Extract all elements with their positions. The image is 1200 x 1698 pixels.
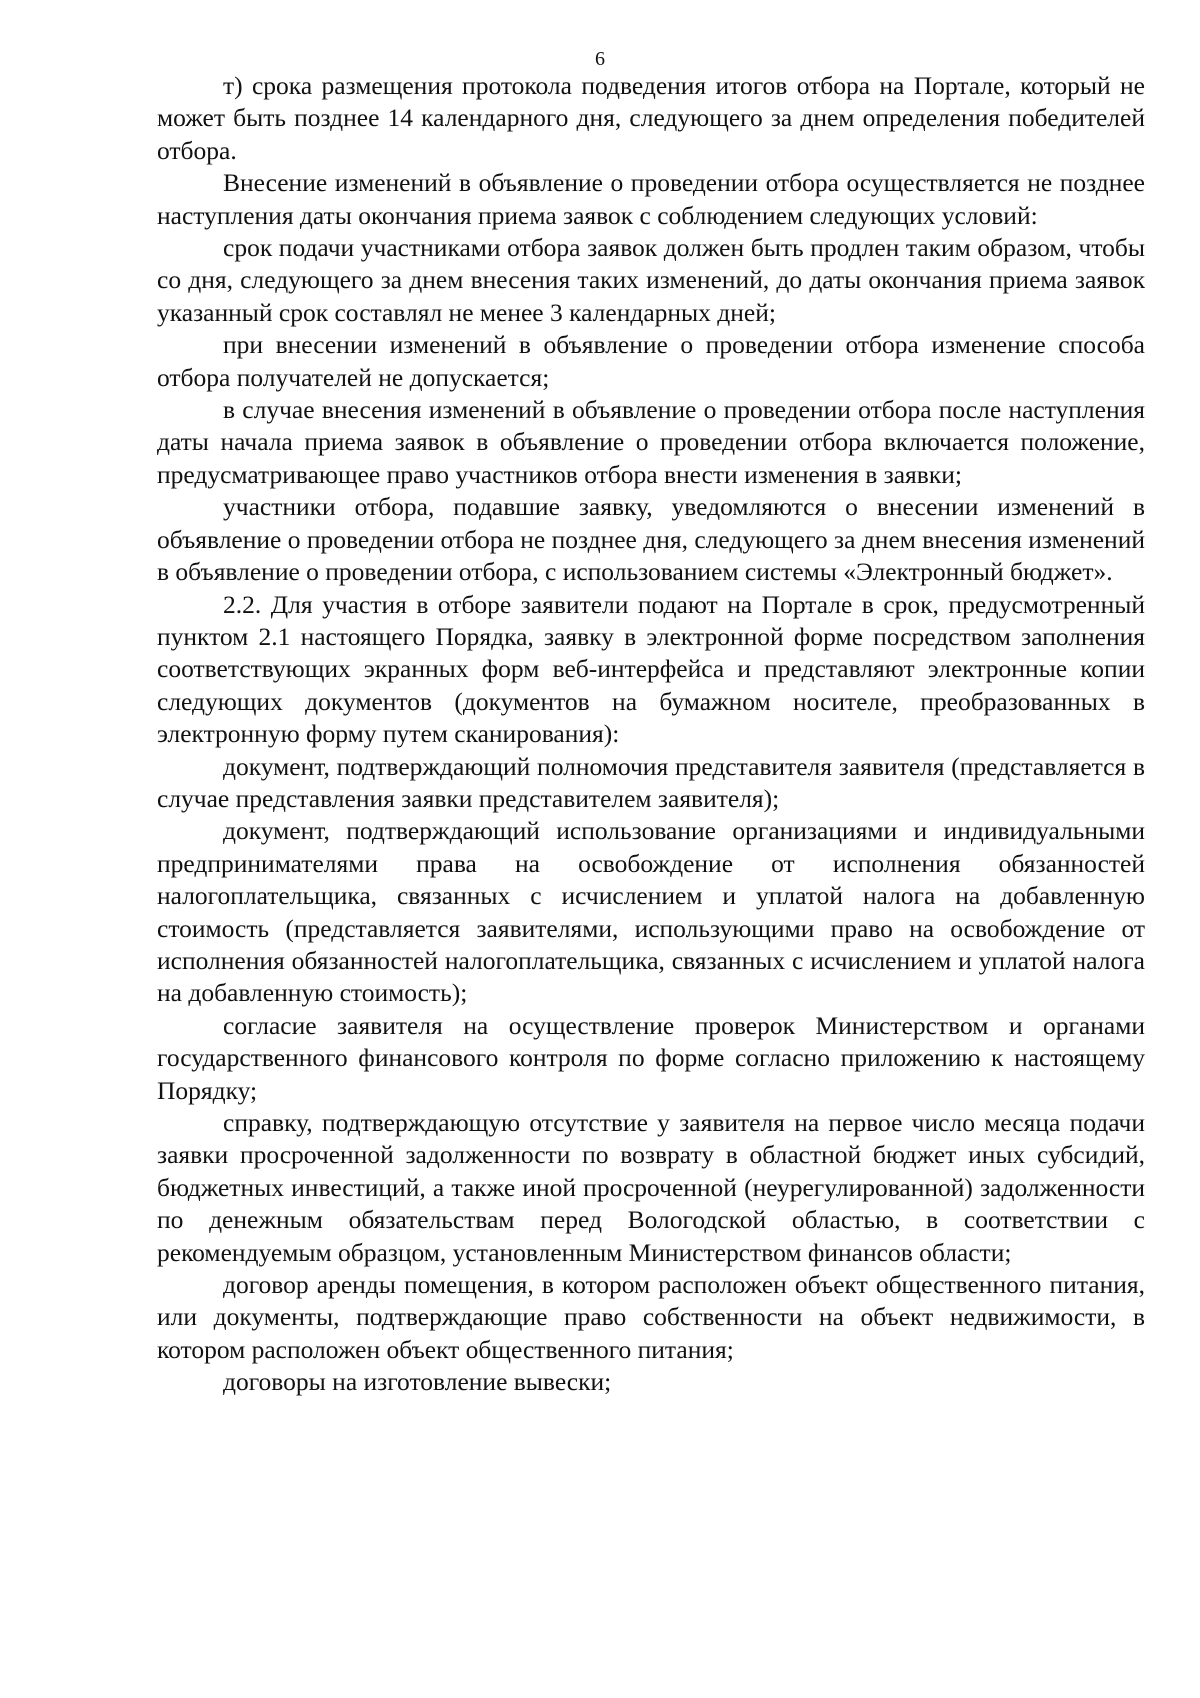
paragraph: при внесении изменений в объявление о проведении отбора изменение способа отбора получателей не допускается;: [157, 330, 1145, 392]
paragraph: договор аренды помещения, в котором расположен объект общественного питания, или документы, подтверждающие право собственности на объект недвижимости, в котором расположен объект общественного питания;: [157, 1270, 1145, 1364]
paragraph: т) срока размещения протокола подведения итогов отбора на Портале, который не может быть позднее 14 календарного дня, следующего за днем определения победителей отбора.: [157, 71, 1145, 165]
paragraph: участники отбора, подавшие заявку, уведомляются о внесении изменений в объявление о проведении отбора не позднее дня, следующего за днем внесения изменений в объявление о проведении отбора, с использованием системы «Электронный бюджет».: [157, 492, 1145, 587]
document-body: [157, 70, 1145, 1399]
paragraph: документ, подтверждающий полномочия представителя заявителя (представляется в случае представления заявки представителем заявителя);: [157, 751, 1145, 813]
paragraph: 2.2. Для участия в отборе заявители подают на Портале в срок, предусмотренный пунктом 2.1 настоящего Порядка, заявку в электронной форме посредством заполнения соответствующих экранных форм веб-интерфейса и представляют электронные копии следующих документов (документов на бумажном носителе, преобразованных в электронную форму путем сканирования):: [157, 589, 1145, 749]
page-number: 6: [595, 48, 605, 70]
paragraph: срок подачи участниками отбора заявок должен быть продлен таким образом, чтобы со дня, следующего за днем внесения таких изменений, до даты окончания приема заявок указанный срок составлял не менее 3 календарных дней;: [157, 233, 1145, 327]
paragraph: документ, подтверждающий использование организациями и индивидуальными предпринимателями права на освобождение от исполнения обязанностей налогоплательщика, связанных с исчислением и уплатой налога на добавленную стоимость (представляется заявителями, использующими право на освобождение от исполнения обязанностей налогоплательщика, связанных с исчислением и уплатой налога на добавленную стоимость);: [157, 816, 1145, 1008]
paragraph: Внесение изменений в объявление о проведении отбора осуществляется не позднее наступления даты окончания приема заявок с соблюдением следующих условий:: [157, 168, 1145, 230]
paragraph: договоры на изготовление вывески;: [223, 1367, 612, 1397]
paragraph: в случае внесения изменений в объявление о проведении отбора после наступления даты начала приема заявок в объявление о проведении отбора включается положение, предусматривающее право участников отбора внести изменения в заявки;: [157, 395, 1145, 489]
paragraph: согласие заявителя на осуществление проверок Министерством и органами государственного финансового контроля по форме согласно приложению к настоящему Порядку;: [157, 1010, 1145, 1105]
paragraph: справку, подтверждающую отсутствие у заявителя на первое число месяца подачи заявки просроченной задолженности по возврату в областной бюджет иных субсидий, бюджетных инвестиций, а также иной просроченной (неурегулированной) задолженности по денежным обязательствам перед Вологодской областью, в соответствии с рекомендуемым образцом, установленным Министерством финансов области;: [157, 1108, 1145, 1267]
